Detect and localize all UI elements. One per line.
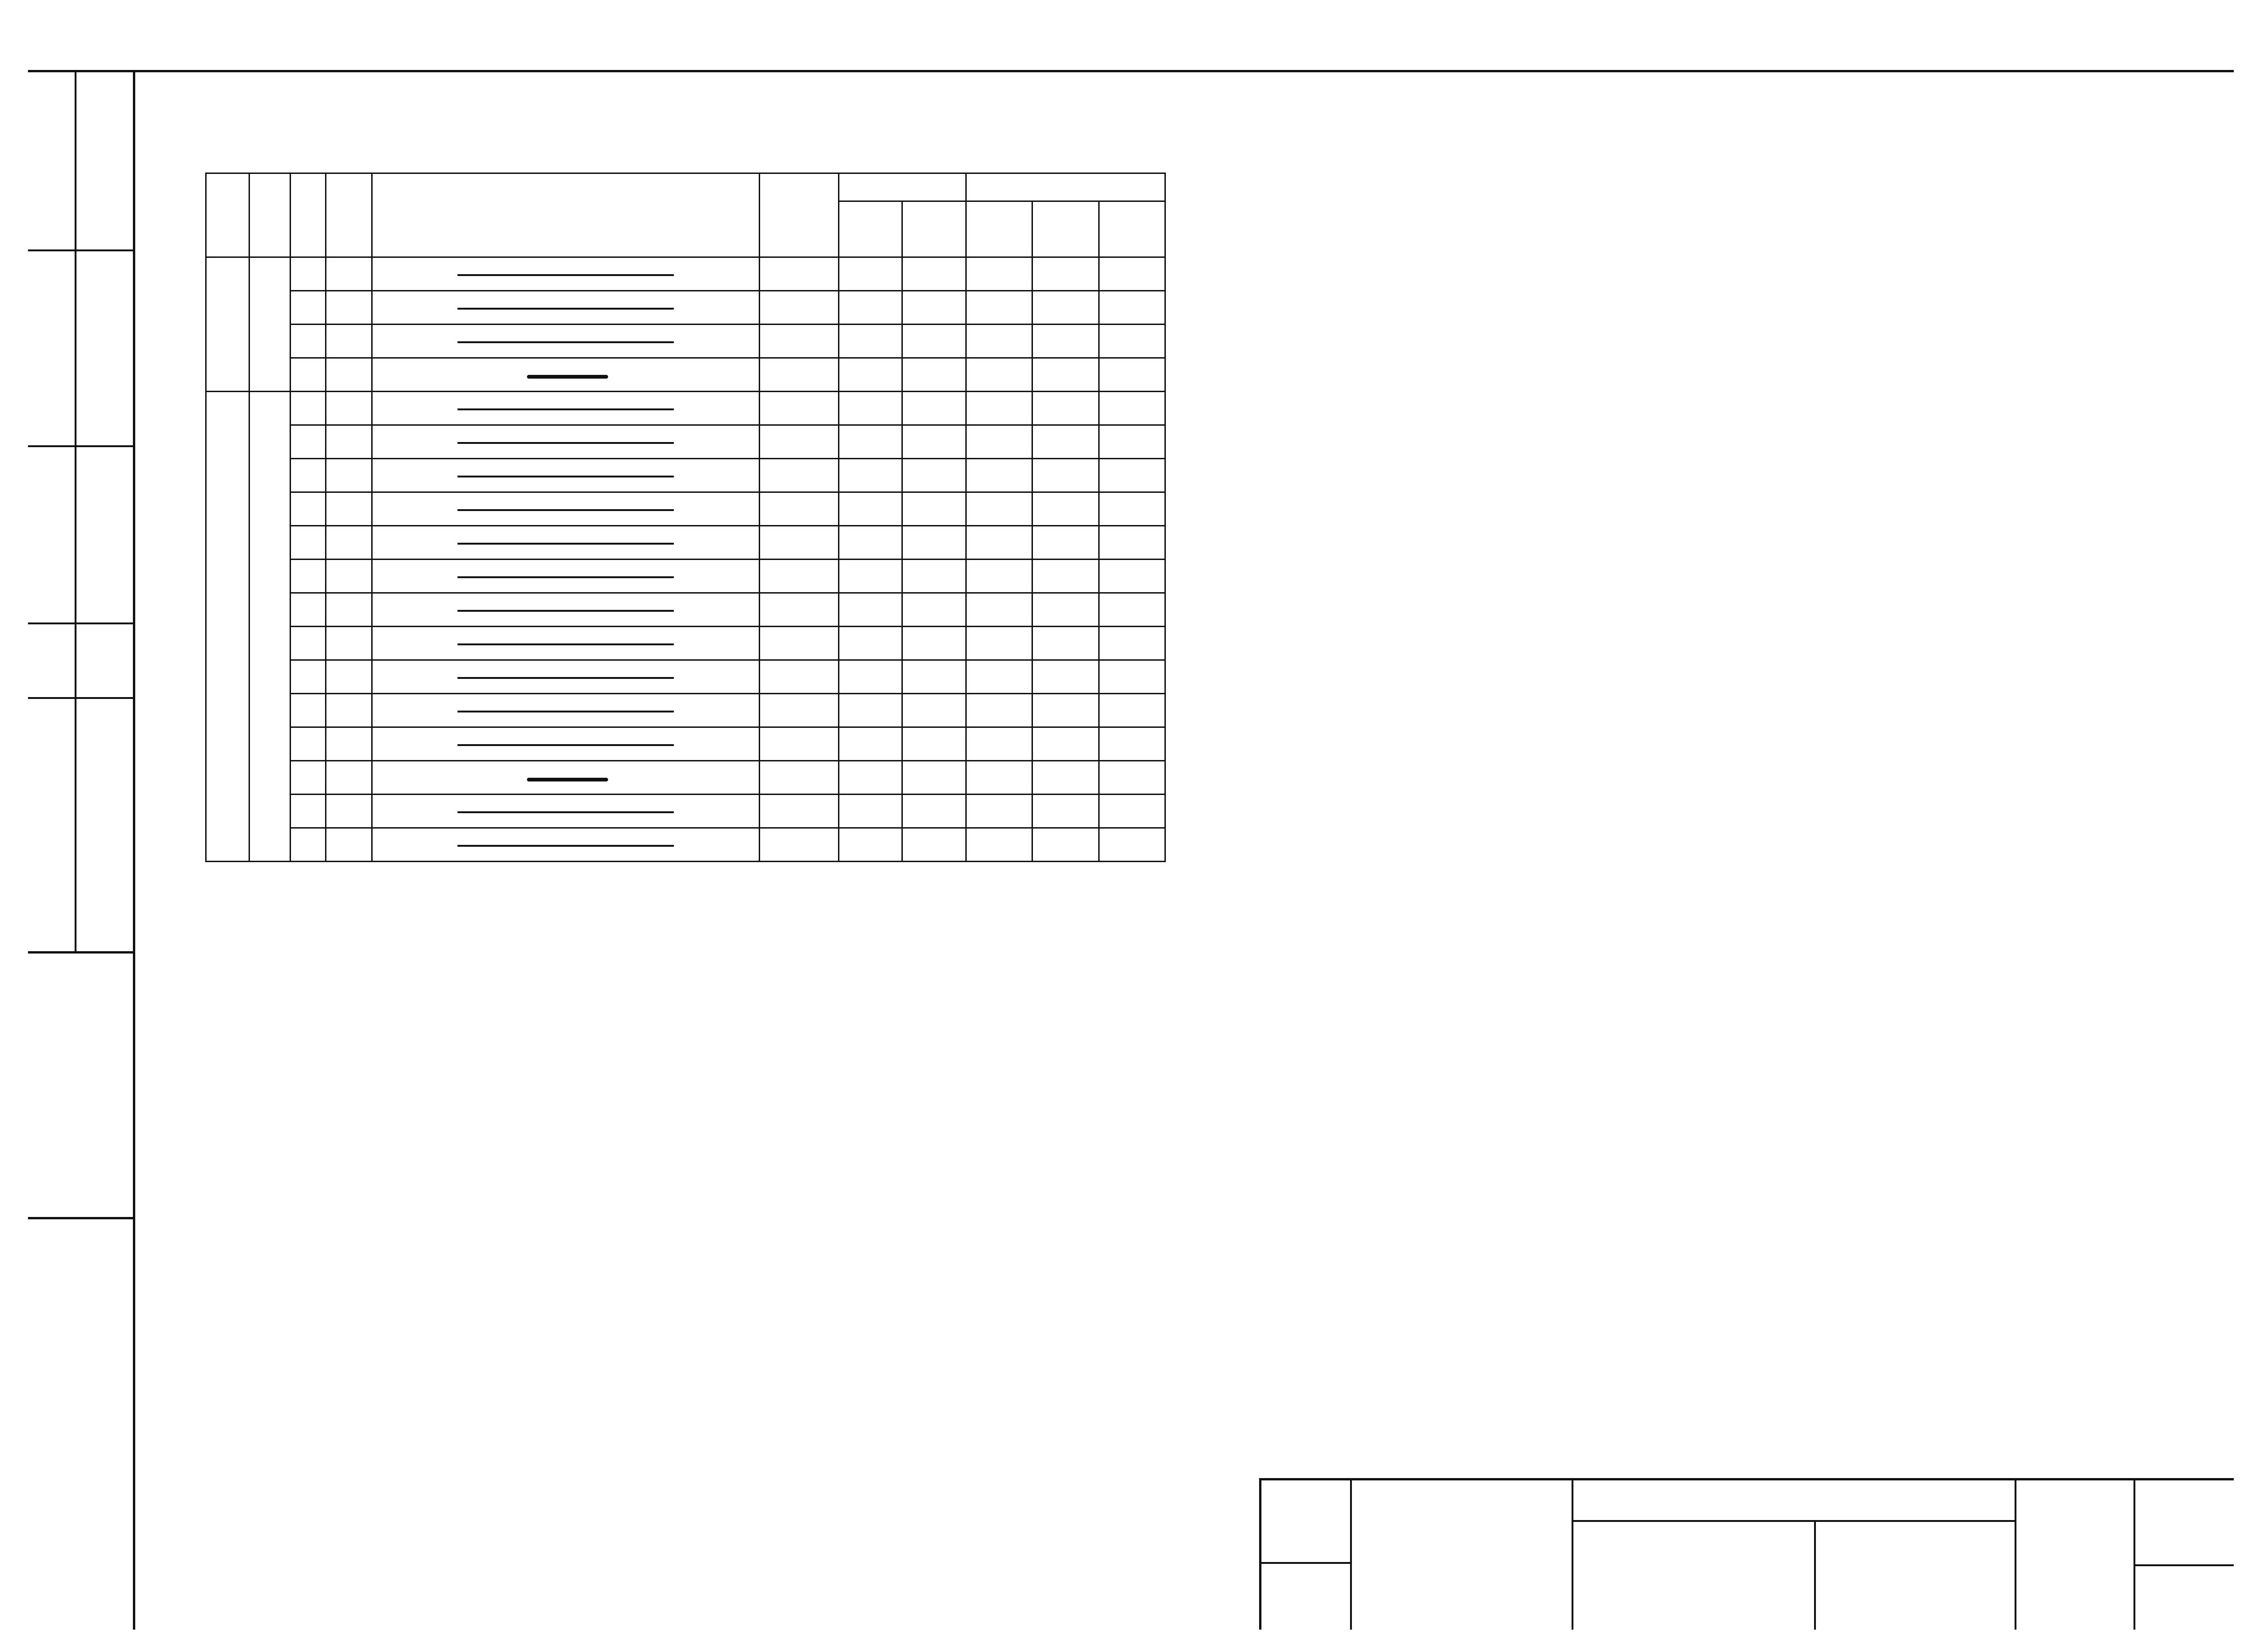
diaphragm-group-label xyxy=(206,257,249,392)
cell-od xyxy=(1032,761,1099,795)
header-total-length xyxy=(966,173,1165,201)
bar-length xyxy=(760,392,839,425)
cell-od xyxy=(1032,526,1099,560)
header-obsh-balku xyxy=(1099,201,1165,257)
spec-row xyxy=(206,660,1165,694)
header-bar-length xyxy=(760,173,839,257)
cell-ob xyxy=(1099,593,1165,627)
header-diameter xyxy=(326,173,372,257)
bar-length xyxy=(760,492,839,526)
cell-ob xyxy=(1099,694,1165,727)
cell-kd xyxy=(902,761,966,795)
bar-diameter xyxy=(326,795,372,828)
bar-line xyxy=(457,543,674,545)
cell-ob xyxy=(1099,627,1165,660)
bar-line xyxy=(457,744,674,746)
cell-ks xyxy=(838,392,902,425)
bar-sketch xyxy=(372,459,760,492)
organization-block xyxy=(28,1217,133,1625)
spec-row xyxy=(206,459,1165,492)
cell-od xyxy=(1032,727,1099,761)
bar-length xyxy=(760,291,839,325)
spec-row xyxy=(206,425,1165,459)
bar-line xyxy=(457,845,674,847)
cell-os xyxy=(966,358,1032,392)
header-kol-setku xyxy=(838,201,902,257)
cell-os xyxy=(966,291,1032,325)
bar-length xyxy=(760,795,839,828)
diaphragm-group-label xyxy=(206,392,249,862)
cell-ks xyxy=(838,257,902,291)
bar-sketch xyxy=(372,358,760,392)
spec-row xyxy=(206,694,1165,727)
spec-row xyxy=(206,392,1165,425)
cell-os xyxy=(966,392,1032,425)
cell-os xyxy=(966,795,1032,828)
cell-kd xyxy=(902,694,966,727)
bar-number xyxy=(290,727,326,761)
cell-os xyxy=(966,459,1032,492)
bar-number xyxy=(290,761,326,795)
bar-number xyxy=(290,694,326,727)
bar-diameter xyxy=(326,593,372,627)
bar-sketch xyxy=(372,291,760,325)
bar-line xyxy=(457,408,674,410)
title-stamp xyxy=(1259,1478,2234,1630)
bar-diameter xyxy=(326,459,372,492)
cell-kd xyxy=(902,660,966,694)
cell-os xyxy=(966,492,1032,526)
bar-length xyxy=(760,425,839,459)
cell-kd xyxy=(902,560,966,593)
spec-row xyxy=(206,560,1165,593)
mesh-label xyxy=(249,392,291,862)
cell-os xyxy=(966,593,1032,627)
cell-ob xyxy=(1099,795,1165,828)
roles-block xyxy=(28,951,133,1219)
cell-od xyxy=(1032,257,1099,291)
cell-ks xyxy=(838,325,902,358)
bar-number xyxy=(290,560,326,593)
cell-os xyxy=(966,257,1032,291)
cell-ks xyxy=(838,291,902,325)
cell-ob xyxy=(1099,325,1165,358)
spec-row xyxy=(206,761,1165,795)
spec-row xyxy=(206,358,1165,392)
bar-line xyxy=(457,341,674,343)
cell-kd xyxy=(902,627,966,660)
bar-line xyxy=(457,509,674,511)
header-obsh-diafr xyxy=(1032,201,1099,257)
bar-diameter xyxy=(326,660,372,694)
cell-ks xyxy=(838,694,902,727)
cell-os xyxy=(966,325,1032,358)
bar-line xyxy=(457,476,674,477)
cell-ks xyxy=(838,560,902,593)
cell-od xyxy=(1032,627,1099,660)
cell-ob xyxy=(1099,727,1165,761)
spec-row xyxy=(206,727,1165,761)
bar-line xyxy=(457,442,674,444)
left-spec-table xyxy=(205,173,1166,862)
bar-number xyxy=(290,593,326,627)
cell-kd xyxy=(902,727,966,761)
bar-sketch xyxy=(372,492,760,526)
bar-number xyxy=(290,492,326,526)
cell-ks xyxy=(838,660,902,694)
spec-row xyxy=(206,593,1165,627)
bar-number xyxy=(290,660,326,694)
bar-line xyxy=(457,811,674,813)
cell-kd xyxy=(902,425,966,459)
bar-number xyxy=(290,526,326,560)
hook-shape xyxy=(527,778,608,781)
cell-od xyxy=(1032,660,1099,694)
cell-os xyxy=(966,627,1032,660)
cell-os xyxy=(966,727,1032,761)
cell-ks xyxy=(838,526,902,560)
cell-od xyxy=(1032,795,1099,828)
cell-od xyxy=(1032,358,1099,392)
bar-number xyxy=(290,325,326,358)
spec-row xyxy=(206,526,1165,560)
bar-length xyxy=(760,761,839,795)
bar-length xyxy=(760,593,839,627)
cell-ks xyxy=(838,492,902,526)
bar-sketch xyxy=(372,526,760,560)
cell-od xyxy=(1032,459,1099,492)
bar-line xyxy=(457,711,674,712)
cell-os xyxy=(966,660,1032,694)
bar-length xyxy=(760,660,839,694)
bar-sketch xyxy=(372,593,760,627)
bar-number xyxy=(290,291,326,325)
cell-kd xyxy=(902,828,966,862)
cell-ks xyxy=(838,795,902,828)
bar-number xyxy=(290,795,326,828)
bar-number xyxy=(290,425,326,459)
cell-ks xyxy=(838,593,902,627)
header-kol-diafr xyxy=(902,201,966,257)
bar-line xyxy=(457,677,674,679)
cell-ob xyxy=(1099,291,1165,325)
cell-ob xyxy=(1099,459,1165,492)
cell-od xyxy=(1032,492,1099,526)
cell-ks xyxy=(838,459,902,492)
bar-number xyxy=(290,627,326,660)
bar-length xyxy=(760,627,839,660)
cell-kd xyxy=(902,358,966,392)
cell-od xyxy=(1032,291,1099,325)
cell-os xyxy=(966,425,1032,459)
bar-diameter xyxy=(326,358,372,392)
bar-diameter xyxy=(326,627,372,660)
bar-diameter xyxy=(326,425,372,459)
bar-diameter xyxy=(326,526,372,560)
cell-ob xyxy=(1099,492,1165,526)
bar-diameter xyxy=(326,325,372,358)
bar-sketch xyxy=(372,392,760,425)
cell-kd xyxy=(902,526,966,560)
bar-diameter xyxy=(326,560,372,593)
cell-ob xyxy=(1099,358,1165,392)
cell-os xyxy=(966,828,1032,862)
bar-sketch xyxy=(372,795,760,828)
spec-row xyxy=(206,627,1165,660)
cell-kd xyxy=(902,325,966,358)
cell-kd xyxy=(902,795,966,828)
bar-diameter xyxy=(326,761,372,795)
cell-kd xyxy=(902,492,966,526)
bar-length xyxy=(760,358,839,392)
bar-number xyxy=(290,358,326,392)
bar-sketch xyxy=(372,325,760,358)
bar-length xyxy=(760,727,839,761)
cell-ks xyxy=(838,761,902,795)
cell-ob xyxy=(1099,828,1165,862)
cell-od xyxy=(1032,828,1099,862)
spec-row xyxy=(206,795,1165,828)
cell-os xyxy=(966,694,1032,727)
spec-row xyxy=(206,291,1165,325)
cell-od xyxy=(1032,325,1099,358)
spec-row xyxy=(206,492,1165,526)
cell-ob xyxy=(1099,560,1165,593)
header-bar-number xyxy=(290,173,326,257)
bar-sketch xyxy=(372,761,760,795)
signatures-block xyxy=(28,70,133,954)
bar-sketch xyxy=(372,560,760,593)
bar-diameter xyxy=(326,392,372,425)
cell-ob xyxy=(1099,660,1165,694)
cell-kd xyxy=(902,291,966,325)
bar-diameter xyxy=(326,257,372,291)
cell-kd xyxy=(902,593,966,627)
bar-line xyxy=(457,308,674,310)
cell-ob xyxy=(1099,425,1165,459)
cell-kd xyxy=(902,392,966,425)
cell-od xyxy=(1032,593,1099,627)
cell-od xyxy=(1032,392,1099,425)
bar-line xyxy=(457,576,674,578)
bar-sketch xyxy=(372,257,760,291)
bar-diameter xyxy=(326,694,372,727)
bar-sketch xyxy=(372,425,760,459)
cell-os xyxy=(966,560,1032,593)
bar-line xyxy=(457,643,674,645)
bar-length xyxy=(760,828,839,862)
bar-sketch xyxy=(372,660,760,694)
cell-od xyxy=(1032,425,1099,459)
bar-length xyxy=(760,560,839,593)
cell-ks xyxy=(838,358,902,392)
bar-line xyxy=(457,274,674,276)
cell-kd xyxy=(902,257,966,291)
bar-diameter xyxy=(326,291,372,325)
cell-os xyxy=(966,526,1032,560)
cell-ob xyxy=(1099,257,1165,291)
bar-length xyxy=(760,526,839,560)
cell-ks xyxy=(838,828,902,862)
cell-ks xyxy=(838,425,902,459)
header-obsh-setku xyxy=(966,201,1032,257)
bar-line xyxy=(457,610,674,612)
bar-sketch xyxy=(372,828,760,862)
bar-sketch xyxy=(372,727,760,761)
spec-row xyxy=(206,325,1165,358)
header-mesh-number xyxy=(249,173,291,257)
title-sidebar xyxy=(28,70,135,1623)
cell-kd xyxy=(902,459,966,492)
bar-length xyxy=(760,325,839,358)
bar-sketch xyxy=(372,694,760,727)
header-quantity xyxy=(838,173,966,201)
bar-number xyxy=(290,459,326,492)
bar-sketch xyxy=(372,627,760,660)
mesh-label xyxy=(249,257,291,392)
bar-length xyxy=(760,257,839,291)
bar-number xyxy=(290,828,326,862)
bar-diameter xyxy=(326,492,372,526)
bar-diameter xyxy=(326,828,372,862)
cell-ks xyxy=(838,627,902,660)
hook-shape xyxy=(527,375,608,379)
spec-row xyxy=(206,257,1165,291)
bar-number xyxy=(290,257,326,291)
bar-diameter xyxy=(326,727,372,761)
header-diaphragm-name xyxy=(206,173,249,257)
cell-ob xyxy=(1099,526,1165,560)
cell-od xyxy=(1032,694,1099,727)
bar-number xyxy=(290,392,326,425)
cell-ks xyxy=(838,727,902,761)
bar-length xyxy=(760,459,839,492)
spec-row xyxy=(206,828,1165,862)
header-sketch xyxy=(372,173,760,257)
cell-ob xyxy=(1099,761,1165,795)
cell-od xyxy=(1032,560,1099,593)
bar-length xyxy=(760,694,839,727)
cell-os xyxy=(966,761,1032,795)
cell-ob xyxy=(1099,392,1165,425)
